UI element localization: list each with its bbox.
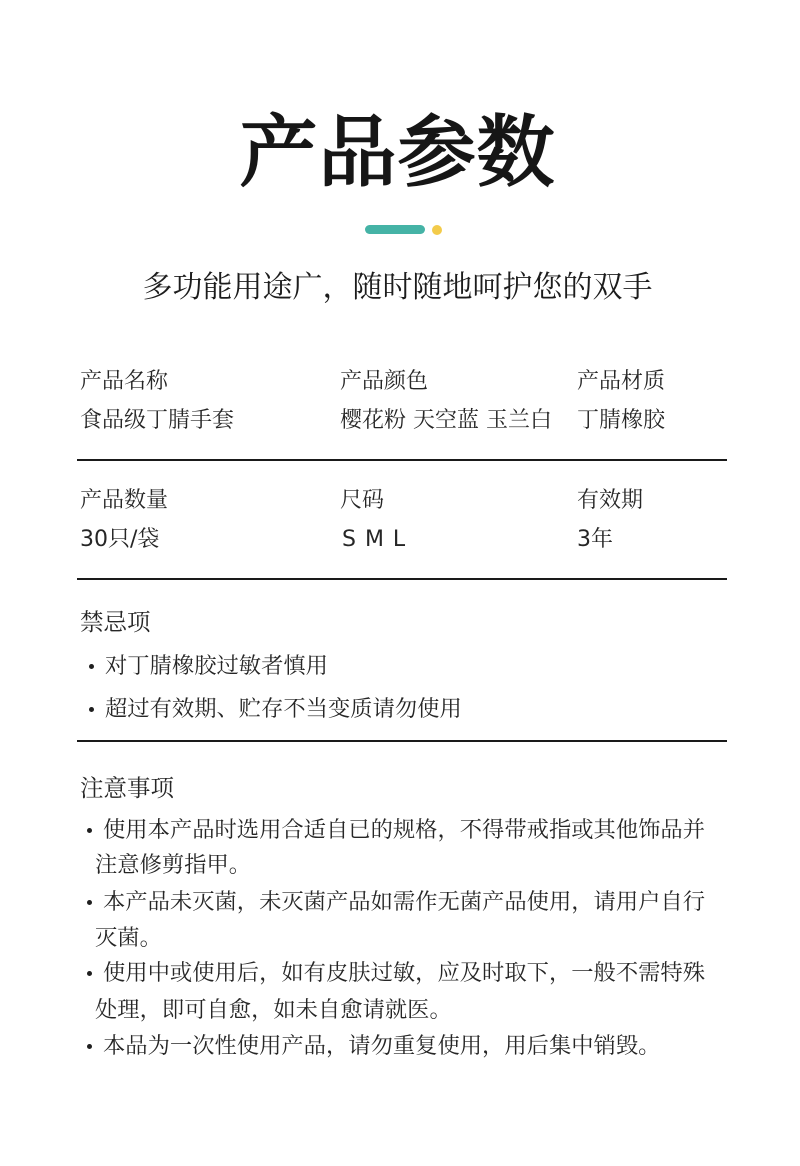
param-label: 产品名称	[80, 369, 169, 394]
list-item-line: 处理，即可自愈，如未自愈请就医。	[95, 997, 452, 1023]
list-item-text: 超过有效期、贮存不当变质请勿使用	[105, 696, 462, 722]
section-heading: 注意事项	[80, 774, 174, 802]
section-heading: 禁忌项	[80, 608, 151, 636]
bullet-dot	[87, 900, 92, 905]
accent-bar	[365, 225, 425, 234]
list-item-line: 灭菌。	[95, 925, 162, 951]
accent-dot	[432, 225, 442, 235]
bullet-dot	[89, 707, 94, 712]
page-subtitle: 多功能用途广，随时随地呵护您的双手	[142, 270, 653, 305]
param-value: 食品级丁腈手套	[80, 408, 235, 433]
list-item-line: 注意修剪指甲。	[95, 852, 252, 878]
param-label: 尺码	[340, 488, 385, 513]
param-label: 有效期	[577, 488, 644, 513]
param-value: 3年	[577, 527, 613, 552]
bullet-dot	[87, 971, 92, 976]
page-title: 产品参数	[239, 108, 556, 198]
param-label: 产品数量	[80, 488, 169, 513]
divider	[77, 578, 727, 580]
list-item-line: 本产品未灭菌，未灭菌产品如需作无菌产品使用，请用户自行	[103, 889, 706, 915]
param-value: S M L	[342, 527, 407, 552]
divider	[77, 459, 727, 461]
list-item-text: 对丁腈橡胶过敏者慎用	[105, 653, 328, 679]
param-value: 樱花粉 天空蓝 玉兰白	[340, 408, 552, 433]
list-item-line: 使用中或使用后，如有皮肤过敏，应及时取下，一般不需特殊	[103, 960, 706, 986]
divider	[77, 740, 727, 742]
param-value: 30只/袋	[80, 527, 160, 552]
param-label: 产品颜色	[340, 369, 429, 394]
param-value: 丁腈橡胶	[577, 408, 666, 433]
list-item-line: 使用本产品时选用合适自已的规格，不得带戒指或其他饰品并	[103, 817, 706, 843]
list-item-line: 本品为一次性使用产品，请勿重复使用，用后集中销毁。	[103, 1033, 661, 1059]
param-label: 产品材质	[577, 369, 666, 394]
bullet-dot	[87, 1044, 92, 1049]
bullet-dot	[87, 828, 92, 833]
bullet-dot	[89, 664, 94, 669]
